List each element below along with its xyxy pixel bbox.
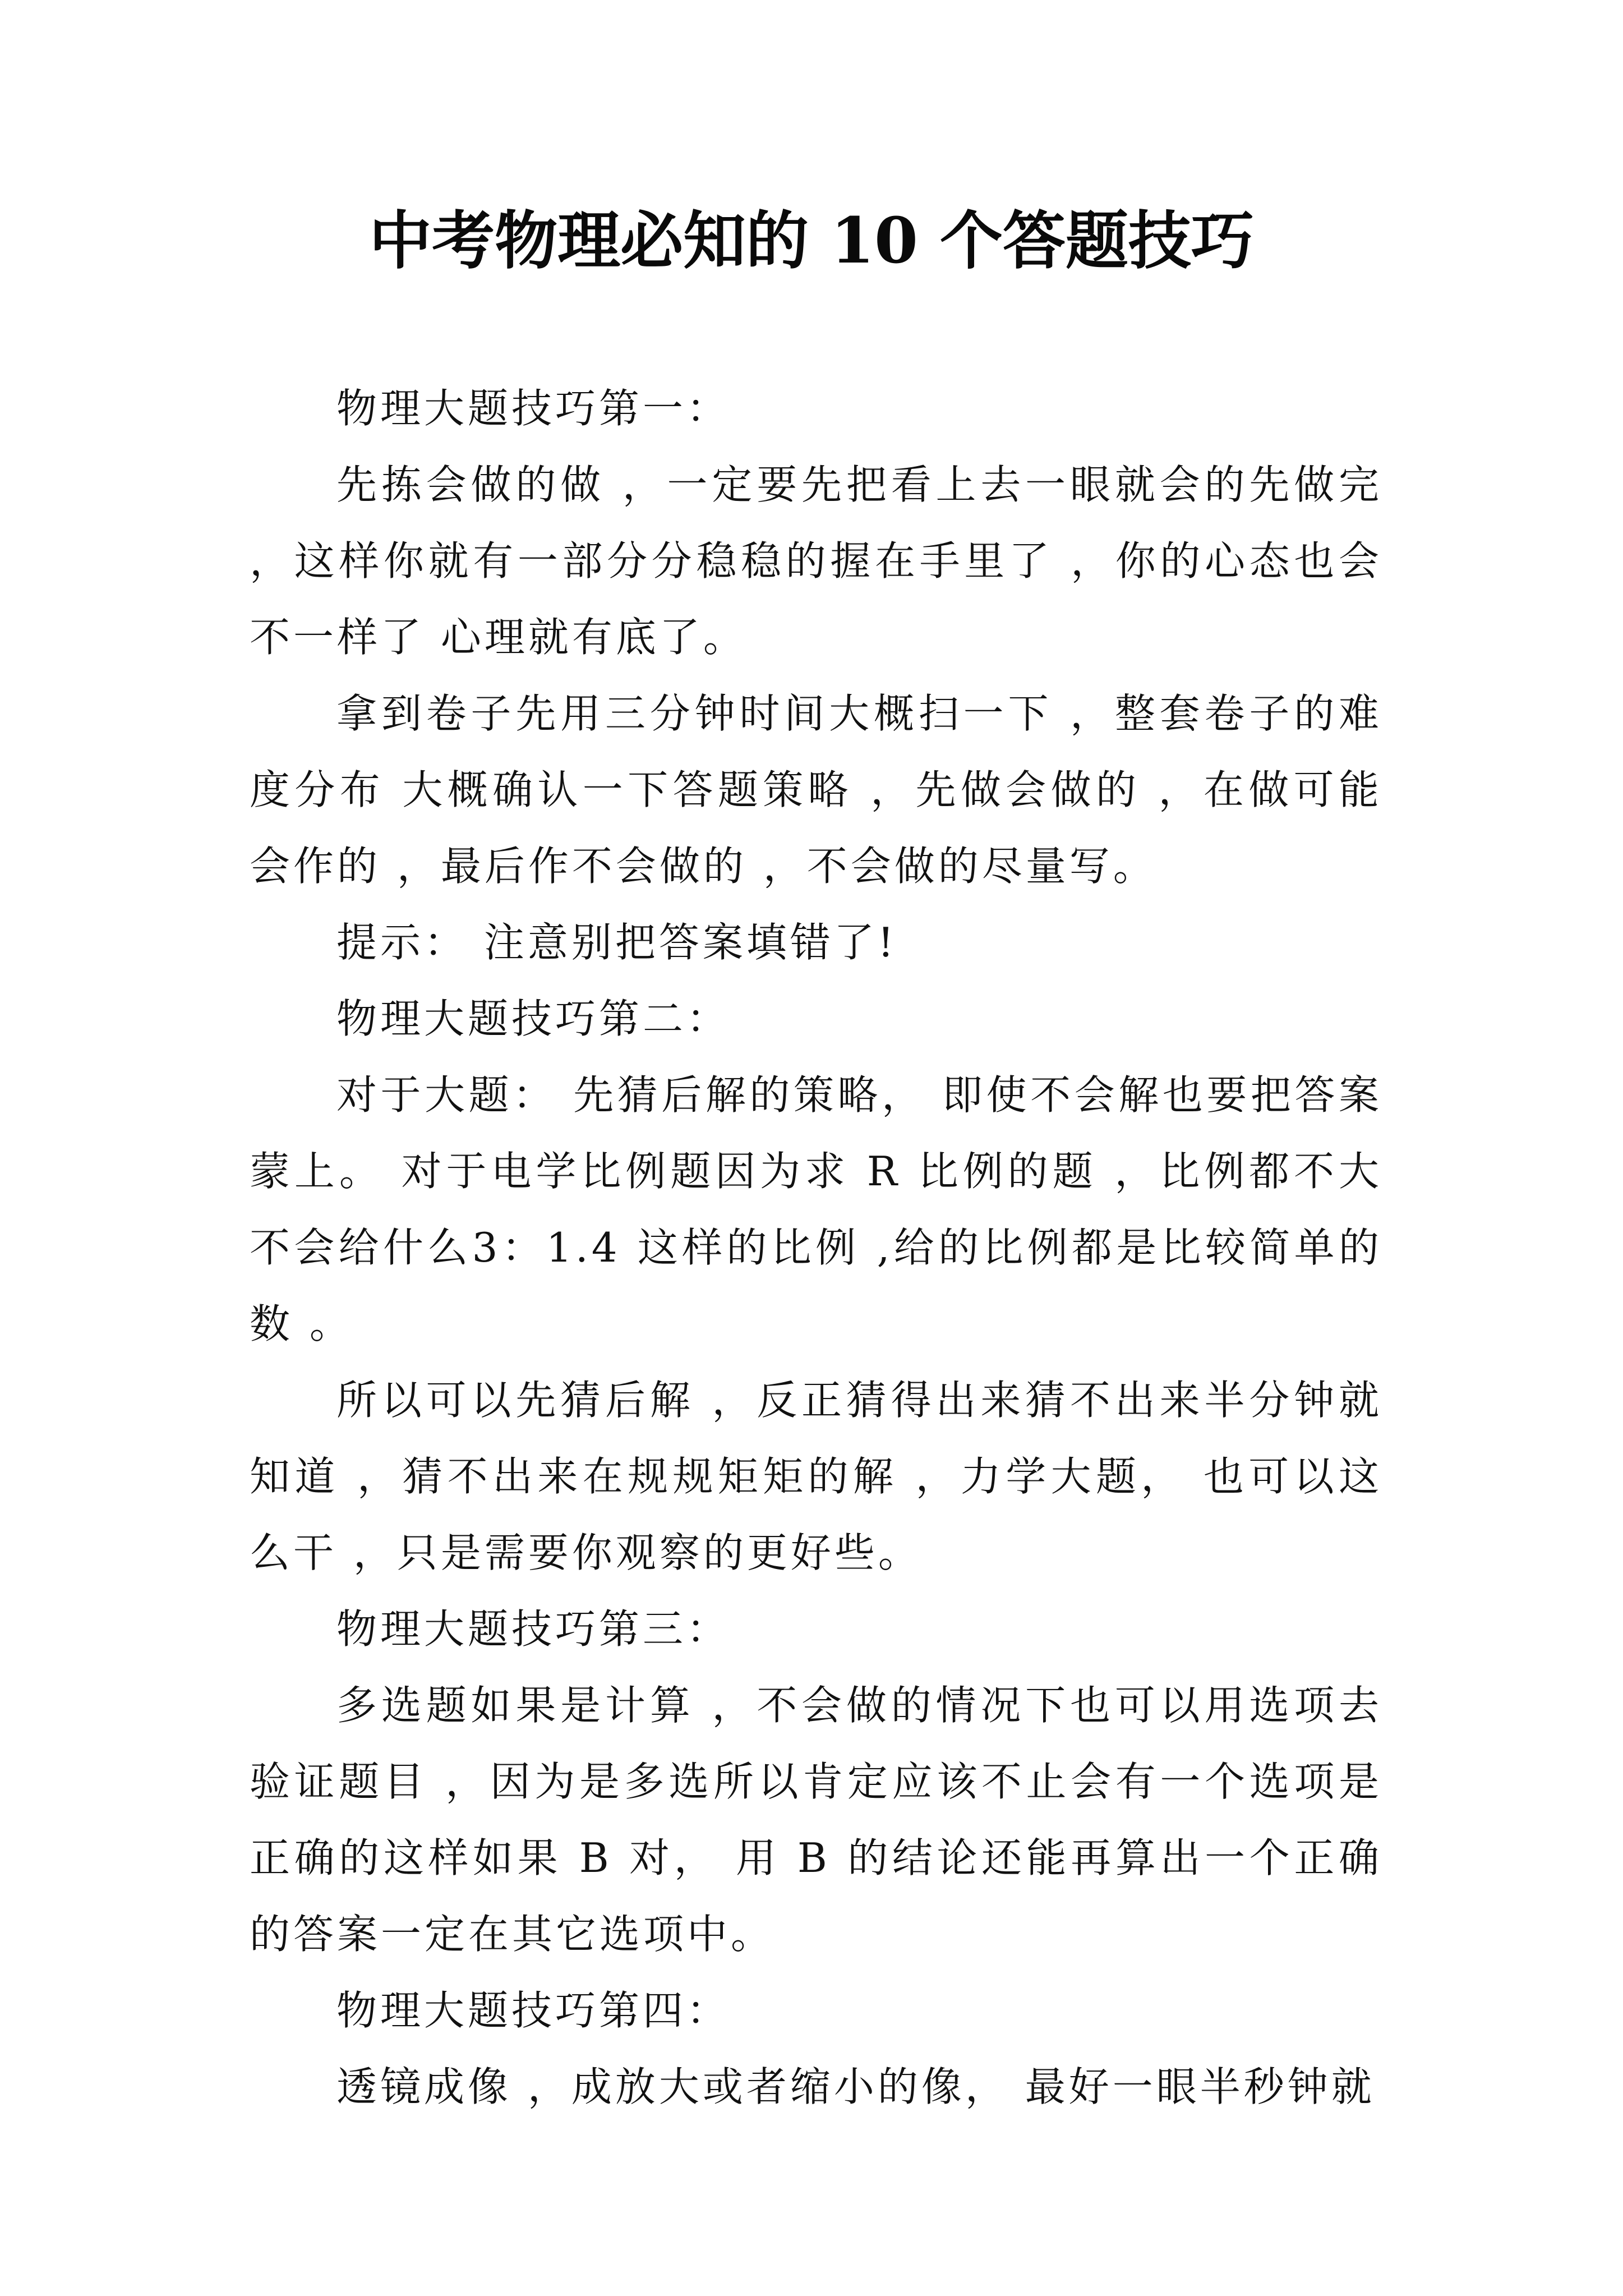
document-body [250,370,1382,2125]
paragraph: 所以可以先猜后解 ，反正猜得出来猜不出来半分钟就知道 ，猜不出来在规规矩矩的解 ，力学大题， 也可以这么干 ，只是需要你观察的更好些。 [250,1377,1382,1576]
paragraph: 提示： 注意别把答案填错了! [336,919,897,966]
paragraph: 物理大题技巧第三： [336,1605,731,1653]
paragraph: 物理大题技巧第一： [336,385,731,432]
document-title: 中考物理必知的 10 个答题技巧 [369,204,1254,278]
paragraph: 多选题如果是计算 ，不会做的情况下也可以用选项去验证题目 ，因为是多选所以肯定应该不止会有一个选项是正确的这样如果 B 对， 用 B 的结论还能再算出一个正确的答案一定在其它选项中。 [250,1682,1382,1958]
paragraph: 对于大题： 先猜后解的策略， 即使不会解也要把答案蒙上。 对于电学比例题因为求 R 比例的题 ，比例都不大不会给什么3：1.4 这样的比例 ,给的比例都是比较简单的数 。 [250,1071,1382,1347]
paragraph: 透镜成像 ，成放大或者缩小的像， 最好一眼半秒钟就 [336,2063,1375,2110]
paragraph: 先拣会做的做 ，一定要先把看上去一眼就会的先做完 ，这样你就有一部分分稳稳的握在手里了 ，你的心态也会不一样了 心理就有底了。 [250,461,1382,661]
paragraph: 拿到卷子先用三分钟时间大概扫一下 ，整套卷子的难度分布 大概确认一下答题策略 ，先做会做的 ，在做可能会作的 ，最后作不会做的 ，不会做的尽量写。 [250,690,1382,890]
paragraph: 物理大题技巧第二： [336,995,731,1042]
paragraph: 物理大题技巧第四： [336,1987,731,2034]
